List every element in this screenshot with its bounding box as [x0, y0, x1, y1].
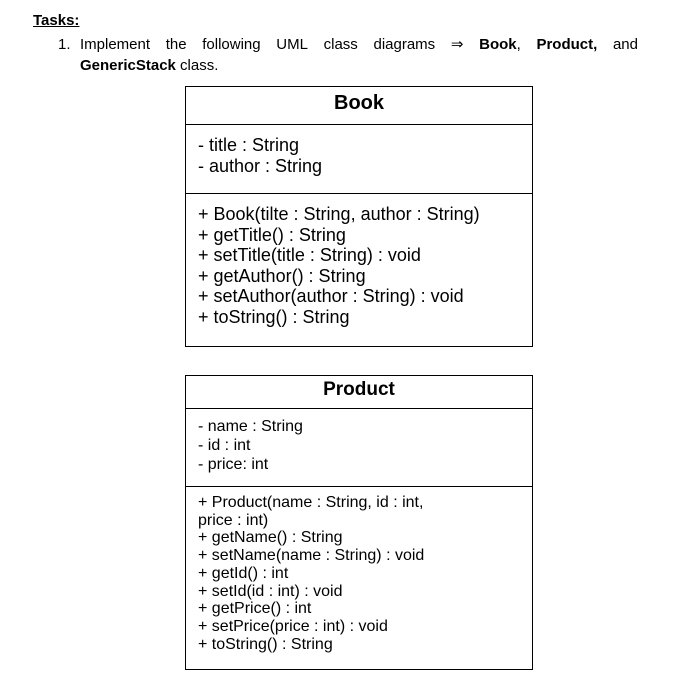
- product-class-ref: Product,: [536, 36, 598, 53]
- operation: + getPrice() : int: [198, 600, 312, 618]
- operation: + setName(name : String) : void: [198, 547, 425, 565]
- task-text-tail: class.: [175, 57, 219, 74]
- attribute: - title : String: [198, 135, 300, 155]
- operation: + setTitle(title : String) : void: [198, 245, 421, 265]
- operation: + toString() : String: [198, 635, 333, 653]
- task-text-line-1: [80, 34, 638, 55]
- task-word: following: [202, 36, 261, 53]
- task-word: the: [165, 36, 187, 53]
- task-separator: ,: [516, 36, 521, 53]
- operation-continuation: price : int): [198, 511, 269, 529]
- book-class-diagram: [185, 86, 533, 347]
- operation: + setPrice(price : int) : void: [198, 617, 388, 635]
- task-word: class: [323, 36, 358, 53]
- operation: + getAuthor() : String: [198, 265, 366, 286]
- attribute: - author : String: [198, 156, 323, 176]
- genericstack-class-ref: GenericStack: [80, 57, 176, 74]
- task-class-list: [479, 34, 521, 55]
- attributes-compartment: [186, 125, 532, 194]
- task-word: Implement: [80, 36, 151, 53]
- task-word: UML: [276, 36, 308, 53]
- attributes-compartment: [186, 409, 532, 487]
- operation: + Product(name : String, id : int,: [198, 494, 424, 511]
- task-number: 1.: [58, 36, 71, 53]
- book-class-ref: Book: [479, 36, 517, 53]
- task-word: diagrams: [373, 36, 436, 53]
- class-name: Book: [186, 87, 532, 125]
- task-text-line-2: [80, 55, 638, 76]
- implies-arrow-icon: ⇒: [450, 36, 464, 53]
- operation: + setId(id : int) : void: [198, 582, 343, 600]
- operation: + getName() : String: [198, 529, 343, 547]
- product-class-diagram: [185, 375, 533, 670]
- attribute: - price: int: [198, 456, 269, 473]
- tasks-heading: Tasks:: [33, 12, 80, 29]
- attribute: - name : String: [198, 418, 303, 435]
- operations-compartment: [186, 487, 532, 653]
- operations-compartment: [186, 194, 532, 327]
- task-word: and: [612, 36, 638, 53]
- operation: + Book(tilte : String, author : String): [198, 204, 480, 224]
- operation: + setAuthor(author : String) : void: [198, 286, 464, 306]
- operation: + getId() : int: [198, 564, 289, 582]
- operation: + getTitle() : String: [198, 224, 346, 245]
- class-name: Product: [186, 376, 532, 409]
- attribute: - id : int: [198, 437, 251, 454]
- task-item: [58, 34, 638, 76]
- operation: + toString() : String: [198, 306, 350, 327]
